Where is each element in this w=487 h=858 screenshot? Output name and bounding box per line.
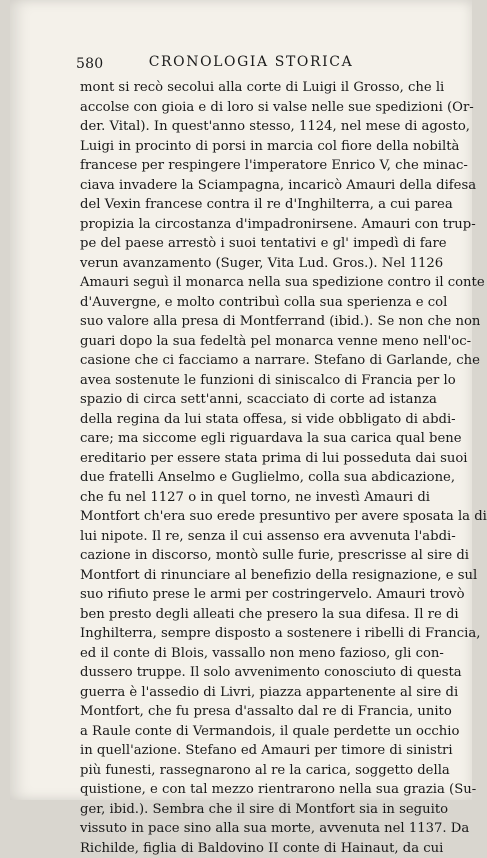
text-line: guerra è l'assedio di Livri, piazza appartenente al sire di xyxy=(80,683,430,703)
text-line: spazio di circa sett'anni, scacciato di corte ad istanza xyxy=(80,390,430,410)
text-line: vissuto in pace sino alla sua morte, avvenuta nel 1137. Da xyxy=(80,819,430,839)
text-line: Luigi in procinto di porsi in marcia col fiore della nobiltà xyxy=(80,137,430,157)
text-line: suo rifiuto prese le armi per costringervelo. Amauri trovò xyxy=(80,585,430,605)
text-line: in quell'azione. Stefano ed Amauri per timore di sinistri xyxy=(80,741,430,761)
text-line: a Raule conte di Vermandois, il quale perdette un occhio xyxy=(80,722,430,742)
text-line: della regina da lui stata offesa, si vide obbligato di abdi- xyxy=(80,410,430,430)
text-line: dussero truppe. Il solo avvenimento conosciuto di questa xyxy=(80,663,430,683)
text-line: care; ma siccome egli riguardava la sua carica qual bene xyxy=(80,429,430,449)
text-line: suo valore alla presa di Montferrand (ibid.). Se non che non xyxy=(80,312,430,332)
text-line: Montfort, che fu presa d'assalto dal re di Francia, unito xyxy=(80,702,430,722)
text-line: pe del paese arrestò i suoi tentativi e gl' impedì di fare xyxy=(80,234,430,254)
text-line: quistione, e con tal mezzo rientrarono nella sua grazia (Su- xyxy=(80,780,430,800)
text-line: francese per respingere l'imperatore Enrico V, che minac- xyxy=(80,156,430,176)
text-line: d'Auvergne, e molto contribuì colla sua sperienza e col xyxy=(80,293,430,313)
text-line: ben presto degli alleati che presero la sua difesa. Il re di xyxy=(80,605,430,625)
text-line: cazione in discorso, montò sulle furie, prescrisse al sire di xyxy=(80,546,430,566)
text-line: ereditario per essere stata prima di lui posseduta dai suoi xyxy=(80,449,430,469)
text-line: più funesti, rassegnarono al re la carica, soggetto della xyxy=(80,761,430,781)
text-line: Richilde, figlia di Baldovino II conte di Hainaut, da cui xyxy=(80,839,430,858)
text-line: ed il conte di Blois, vassallo non meno fazioso, gli con- xyxy=(80,644,430,664)
text-line: ger, ibid.). Sembra che il sire di Montfort sia in seguito xyxy=(80,800,430,820)
text-line: lui nipote. Il re, senza il cui assenso era avvenuta l'abdi- xyxy=(80,527,430,547)
page-header xyxy=(76,54,426,76)
text-line: accolse con gioia e di loro si valse nelle sue spedizioni (Or- xyxy=(80,98,430,118)
text-line: verun avanzamento (Suger, Vita Lud. Gros.). Nel 1126 xyxy=(80,254,430,274)
text-line: der. Vital). In quest'anno stesso, 1124, nel mese di agosto, xyxy=(80,117,430,137)
text-line: due fratelli Anselmo e Guglielmo, colla sua abdicazione, xyxy=(80,468,430,488)
text-line: mont si recò secolui alla corte di Luigi il Grosso, che li xyxy=(80,78,430,98)
text-line: propizia la circostanza d'impadronirsene. Amauri con trup- xyxy=(80,215,430,235)
page-number: 580 xyxy=(76,56,103,72)
text-line: Montfort di rinunciare al benefizio della resignazione, e sul xyxy=(80,566,430,586)
text-line: casione che ci facciamo a narrare. Stefano di Garlande, che xyxy=(80,351,430,371)
running-title: CRONOLOGIA STORICA xyxy=(76,54,426,70)
text-line: Montfort ch'era suo erede presuntivo per avere sposata la di xyxy=(80,507,430,527)
text-line: Amauri seguì il monarca nella sua spedizione contro il conte xyxy=(80,273,430,293)
text-line: Inghilterra, sempre disposto a sostenere i ribelli di Francia, xyxy=(80,624,430,644)
text-line: che fu nel 1127 o in quel torno, ne investì Amauri di xyxy=(80,488,430,508)
text-line: del Vexin francese contra il re d'Inghilterra, a cui parea xyxy=(80,195,430,215)
text-line: ciava invadere la Sciampagna, incaricò Amauri della difesa xyxy=(80,176,430,196)
body-text xyxy=(80,78,430,858)
text-line: avea sostenute le funzioni di siniscalco di Francia per lo xyxy=(80,371,430,391)
text-line: guari dopo la sua fedeltà pel monarca venne meno nell'oc- xyxy=(80,332,430,352)
book-page xyxy=(10,0,472,800)
